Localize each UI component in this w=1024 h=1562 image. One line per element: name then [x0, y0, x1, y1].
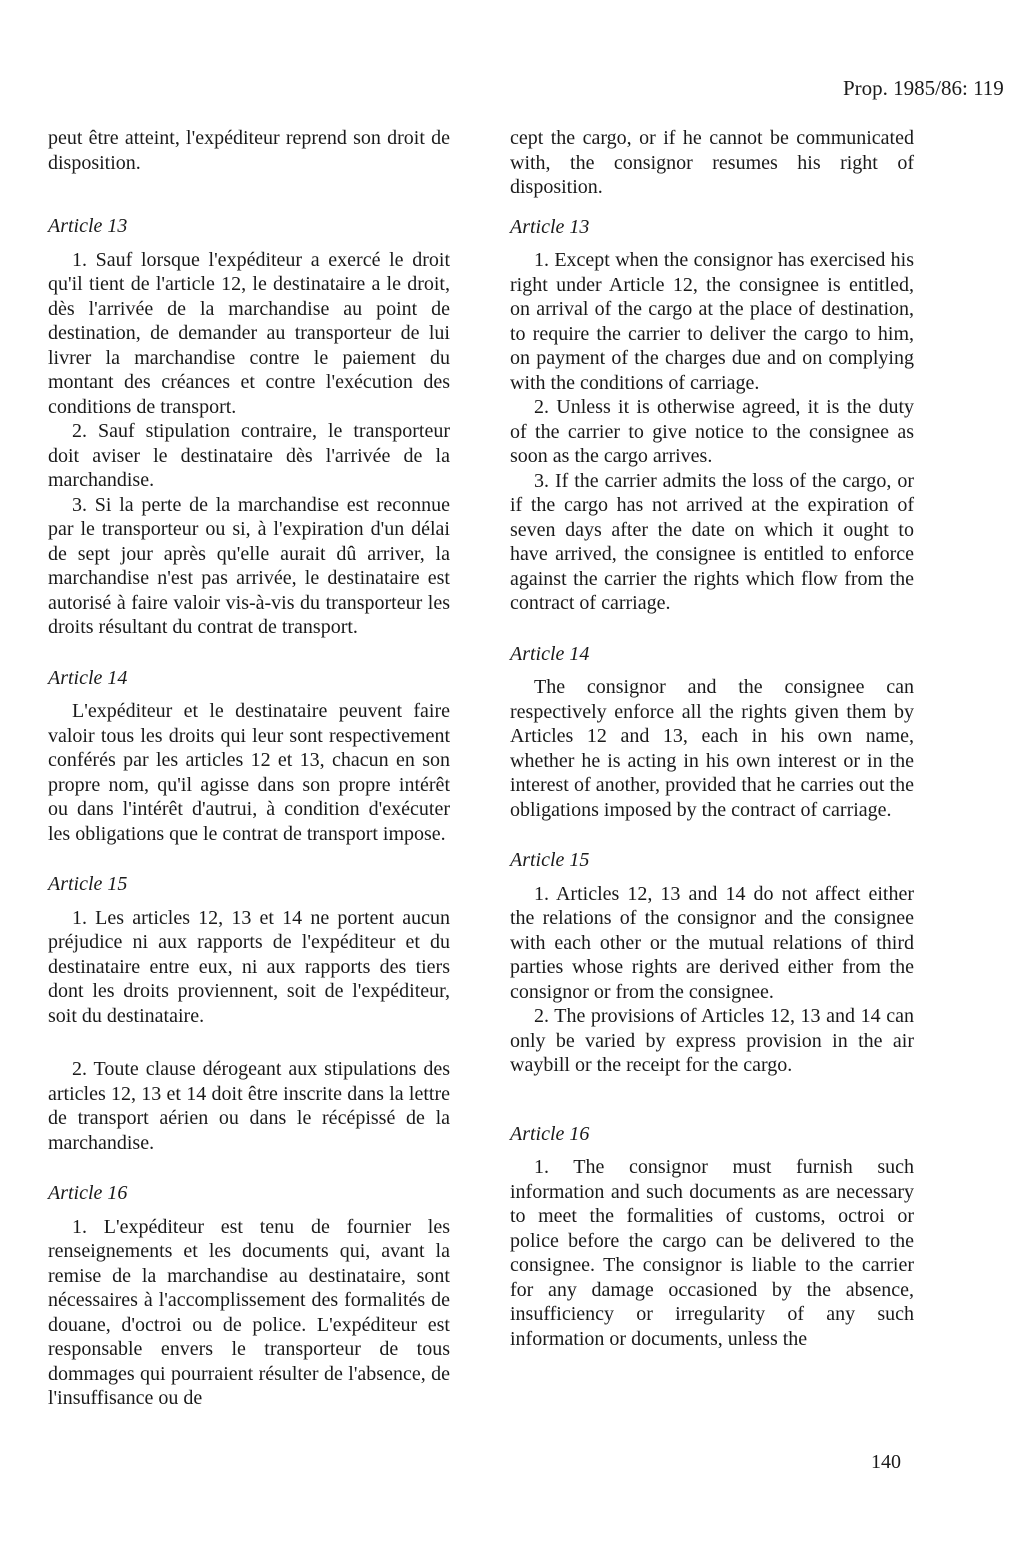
fr-article-15: [48, 872, 450, 1155]
en-article-15-p2: 2. The provisions of Articles 12, 13 and 14 can only be varied by express provision in the air waybill or the receipt for the cargo.: [510, 1005, 914, 1076]
en-intro-paragraph: cept the cargo, or if he cannot be communicated with, the consignor resumes his right of disposition.: [510, 127, 914, 198]
french-column: [48, 126, 450, 1411]
fr-article-14-p1: L'expéditeur et le destinataire peuvent faire valoir tous les droits qui leur sont respectivement conférés par les articles 12 et 13, chacun en son propre nom, qu'il agisse dans son propre intérêt ou dans l'intérêt d'autrui, à condition d'exécuter les obligations que le contrat de transport impose.: [48, 700, 450, 845]
fr-article-13-heading: Article 13: [48, 215, 128, 237]
fr-article-14-heading: Article 14: [48, 666, 128, 689]
en-intro-block: [510, 126, 914, 200]
page-number: 140: [871, 1451, 901, 1473]
fr-intro-paragraph: peut être atteint, l'expéditeur reprend son droit de disposition.: [48, 127, 450, 174]
fr-article-15-p1: 1. Les articles 12, 13 et 14 ne portent aucun préjudice ni aux rapports de l'expéditeur et du destinataire entre eux, ni aux rapports des tiers dont les droits proviennent, soit de l'expéditeur, soit du destinataire.: [48, 906, 450, 1027]
en-article-13-heading: Article 13: [510, 215, 590, 238]
fr-article-15-heading: Article 15: [48, 873, 128, 895]
english-column: [510, 126, 914, 1351]
fr-article-13-p3: 3. Si la perte de la marchandise est reconnue par le transporteur ou si, à l'expiration d'un délai de sept jour après qu'elle aurait dû arriver, la marchandise n'est pas arrivée, le destinataire est autorisé à faire valoir vis-à-vis du transporteur les droits résultant du contrat de transport.: [48, 493, 450, 638]
en-article-14: [510, 642, 914, 823]
fr-article-13: [48, 214, 450, 640]
fr-article-16-heading: Article 16: [48, 1182, 128, 1204]
en-article-13-p3: 3. If the carrier admits the loss of the cargo, or if the cargo has not arrived at the expiration of seven days after the date on which it ought to have arrived, the consignee is entitled to enforce against the carrier the rights which flow from the contract of carriage.: [510, 469, 914, 614]
fr-article-13-p1: 1. Sauf lorsque l'expéditeur a exercé le droit qu'il tient de l'article 12, le destinataire a le droit, dès l'arrivée de la marchandise au point de destination, de demander au transporteur de lui livrer la marchandise contre le paiement du montant des créances et contre l'exécution des conditions de transport.: [48, 248, 450, 418]
fr-article-13-p2: 2. Sauf stipulation contraire, le transporteur doit aviser le destinataire dès l'arrivée de la marchandise.: [48, 420, 450, 491]
en-article-16: [510, 1122, 914, 1352]
en-article-15-p1: 1. Articles 12, 13 and 14 do not affect either the relations of the consignor and the consignee with each other or the mutual relations of third parties whose rights are derived either from the consignor or from the consignee.: [510, 882, 914, 1003]
running-header: Prop. 1985/86: 119: [843, 76, 1004, 100]
fr-article-14: [48, 666, 450, 847]
en-article-15-heading: Article 15: [510, 849, 590, 871]
en-article-13-p1: 1. Except when the consignor has exercised his right under Article 12, the consignee is entitled, on arrival of the cargo at the place of destination, to require the carrier to deliver the cargo to him, on payment of the charges due and on complying with the conditions of carriage.: [510, 249, 914, 394]
en-article-16-heading: Article 16: [510, 1122, 590, 1145]
en-article-14-p1: The consignor and the consignee can respectively enforce all the rights given them by Articles 12 and 13, each in his own name, whether he is acting in his own interest or in the interest of another, provided that he carries out the obligations imposed by the contract of carriage.: [510, 676, 914, 821]
en-article-14-heading: Article 14: [510, 642, 590, 665]
fr-article-16-p1: 1. L'expéditeur est tenu de fournier les renseignements et les documents qui, avant la remise de la marchandise au destinataire, sont nécessaires à l'accomplissement des formalités de douane, d'octroi ou de police. L'expéditeur est responsable envers le transporteur de tous dommages qui pourraient résulter de l'absence, de l'insuffisance ou de: [48, 1215, 450, 1409]
en-article-13: [510, 215, 914, 616]
en-article-16-p1: 1. The consignor must furnish such information and such documents as are necessary to meet the formalities of customs, octroi or police before the cargo can be delivered to the consignee. The consignor is liable to the carrier for any damage occasioned by the absence, insufficiency or irregularity of any such information or documents, unless the: [510, 1156, 914, 1350]
en-article-13-p2: 2. Unless it is otherwise agreed, it is the duty of the carrier to give notice to the consignee as soon as the cargo arrives.: [510, 396, 914, 467]
fr-article-15-p2: 2. Toute clause dérogeant aux stipulations des articles 12, 13 et 14 doit être inscrite dans la lettre de transport aérien ou dans le récépissé de la marchandise.: [48, 1058, 450, 1154]
en-article-15: [510, 848, 914, 1078]
fr-article-16: [48, 1181, 450, 1411]
fr-intro-block: [48, 126, 450, 175]
